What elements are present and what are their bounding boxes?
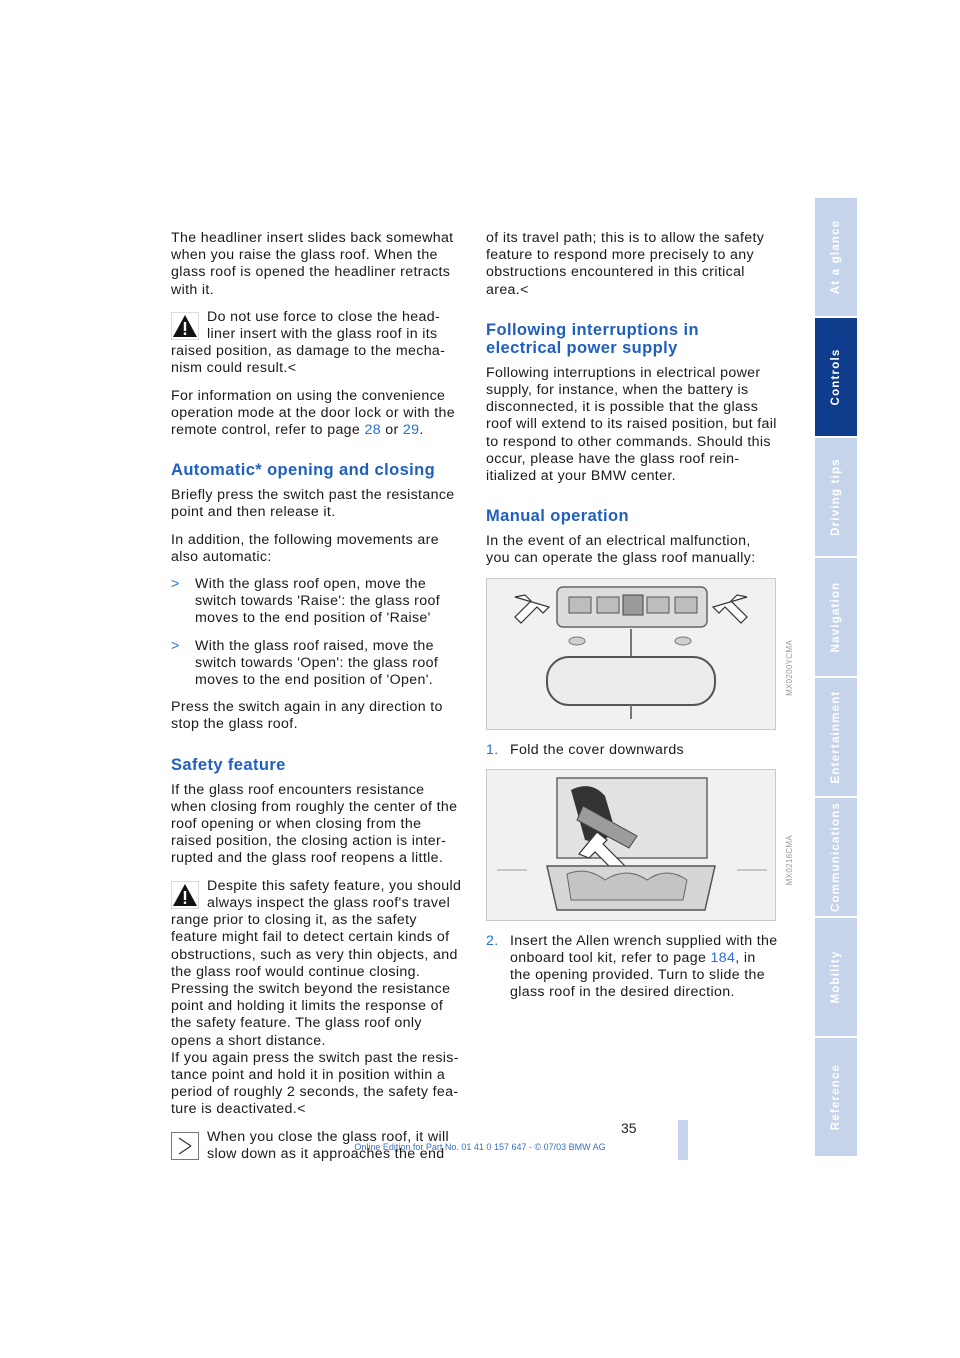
- paragraph: The headliner insert slides back somewhat when you raise the glass roof. When the glass roof is opened the headliner retracts with it.: [171, 230, 454, 298]
- paragraph: Following interruptions in electrical power supply, for instance, when the battery is disconnected, it is possible that the glass roof will extend to its raised position, but fail to respond to other commands. Should this occur, please have the glass roof rein-itialized at your BMW center.: [486, 364, 777, 485]
- tab-reference[interactable]: Reference: [815, 1038, 857, 1156]
- figure-roof-console: [486, 578, 776, 730]
- warning-note: Despite this safety feature, you should always inspect the glass roof's travel range prior to closing it, as the safety feature might fail to detect certain kinds of obstructions, such as very thin objects, and the glass roof would continue closing. Pressing the switch beyond the resistance point and holding it limits the response of the safety feature. The glass roof only opens a short distance. If you again press the switch past the resis-tance point and hold it in position within a period of roughly 2 seconds, the safety fea-ture is deactivated.<: [171, 877, 462, 1118]
- section-tabs: [815, 198, 857, 1158]
- left-column: [171, 230, 463, 1173]
- page-link[interactable]: 29: [402, 422, 420, 439]
- list-item: > With the glass roof raised, move the switch towards 'Open': the glass roof moves to the end position of 'Open'.: [171, 637, 439, 689]
- section-heading: Following interruptions in electrical power supply: [486, 320, 699, 357]
- paragraph: of its travel path; this is to allow the safety feature to respond more precisely to any obstructions encountered in this critical area.<: [486, 230, 765, 298]
- roof-console-illustration: [487, 579, 775, 729]
- info-note: When you close the glass roof, it will slow down as it approaches the end: [171, 1129, 463, 1163]
- page-marker-bar: [678, 1120, 688, 1160]
- tab-mobility[interactable]: Mobility: [815, 918, 857, 1036]
- warning-icon: [171, 312, 199, 340]
- paragraph: In the event of an electrical malfunction, you can operate the glass roof manually:: [486, 533, 756, 567]
- warning-icon: [171, 881, 199, 909]
- figure-code: MX0200YCMA: [785, 640, 794, 696]
- open-cover-illustration: [487, 770, 775, 920]
- paragraph: For information on using the convenience operation mode at the door lock or with the remote control, refer to page 28 or 29.: [171, 387, 455, 439]
- end-marker: <: [297, 1101, 306, 1118]
- step-number: 1.: [486, 741, 499, 758]
- paragraph: In addition, the following movements are also automatic:: [171, 531, 439, 565]
- paragraph: Briefly press the switch past the resistance point and then release it.: [171, 487, 455, 521]
- page-link[interactable]: 28: [364, 422, 381, 439]
- warning-note: Do not use force to close the head-liner insert with the glass roof in its raised position, as damage to the mecha-nism could result.<: [171, 308, 446, 377]
- step: 1. Fold the cover downwards: [486, 741, 685, 758]
- end-marker: <: [520, 281, 529, 298]
- step: 2. Insert the Allen wrench supplied with the onboard tool kit, refer to page 184, in the opening provided. Turn to slide the glass roof in the desired direction.: [486, 932, 778, 1001]
- tab-navigation[interactable]: Navigation: [815, 558, 857, 676]
- section-heading: Manual operation: [486, 507, 629, 526]
- tab-driving-tips[interactable]: Driving tips: [815, 438, 857, 556]
- bullet-marker: >: [171, 576, 180, 593]
- paragraph: If the glass roof encounters resistance when closing from roughly the center of the roof opening or when closing from the raised position, the closing action is inter-rupted and the glass roof reopens a little.: [171, 781, 458, 867]
- end-marker: <: [287, 360, 297, 377]
- right-column: [486, 230, 778, 1012]
- figure-open-cover: [486, 769, 776, 921]
- figure-code: MX0216CMA: [785, 835, 794, 886]
- tab-entertainment[interactable]: Entertainment: [815, 678, 857, 796]
- paragraph: Press the switch again in any direction to stop the glass roof.: [171, 699, 443, 733]
- tab-communications[interactable]: Communications: [815, 798, 857, 916]
- tab-at-a-glance[interactable]: At a glance: [815, 198, 857, 316]
- step-number: 2.: [486, 932, 499, 949]
- page-link[interactable]: 184: [710, 950, 736, 967]
- bullet-marker: >: [171, 637, 180, 654]
- footer-text: Online Edition for Part No. 01 41 0 157 647 - © 07/03 BMW AG: [354, 1142, 606, 1152]
- list-item: > With the glass roof open, move the switch towards 'Raise': the glass roof moves to the end position of 'Raise': [171, 576, 441, 627]
- section-heading: Automatic* opening and closing: [171, 461, 436, 480]
- page-number: 35: [621, 1120, 637, 1136]
- tab-controls[interactable]: Controls: [815, 318, 857, 436]
- section-heading: Safety feature: [171, 755, 286, 774]
